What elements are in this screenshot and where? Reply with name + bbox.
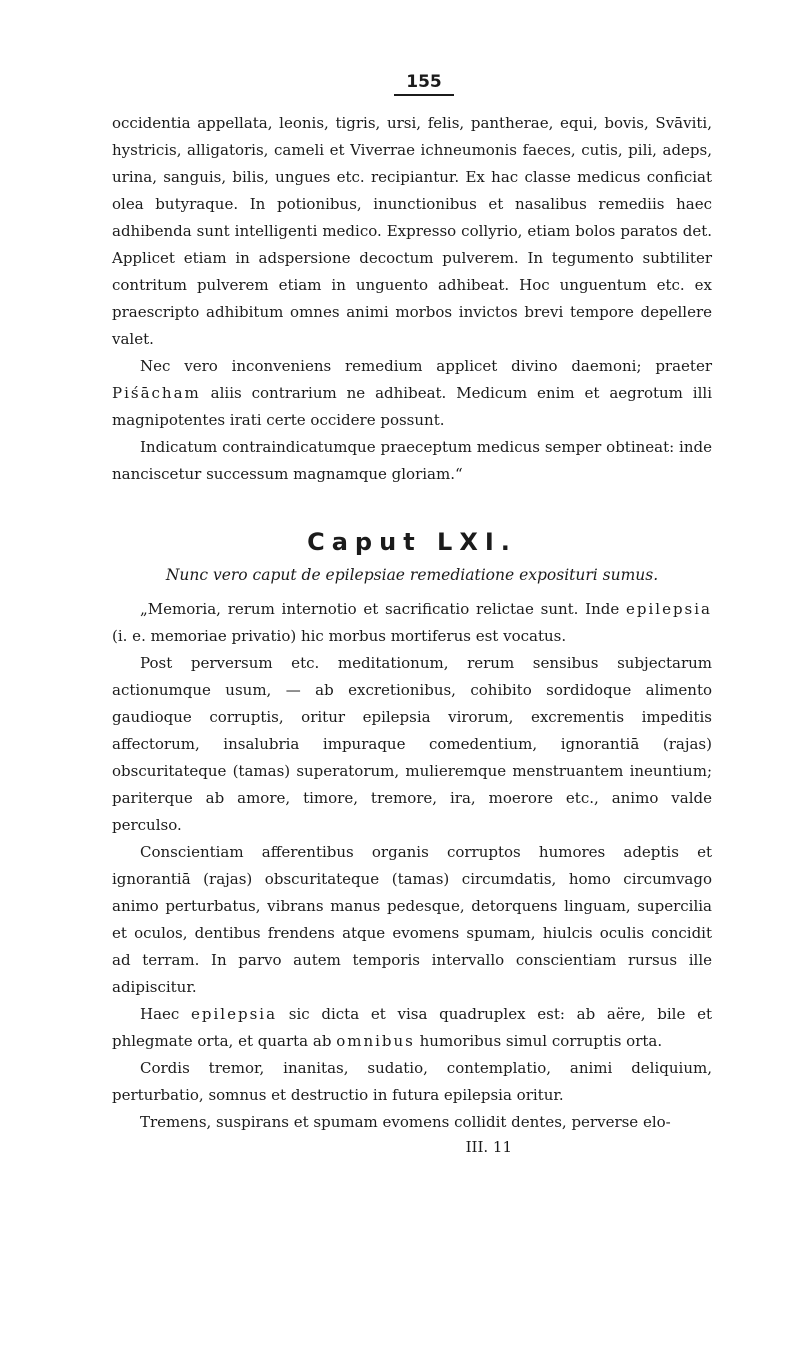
printer-signature: III. 11 xyxy=(465,1138,512,1156)
paragraph-indicatum: Indicatum contraindicatumque praeceptum medicus semper obtineat: inde nanciscetur successum magnamque gloriam.“ xyxy=(112,438,712,483)
paragraph-daemon-end: aliis contrarium ne adhibeat. Medicum enim et aegrotum illi magnipotentes irati certe occidere possunt. xyxy=(112,384,712,429)
paragraph-tremens: Tremens, suspirans et spumam evomens collidit dentes, perverse elo- xyxy=(140,1113,671,1131)
book-page xyxy=(112,72,712,1158)
text-block-chapter xyxy=(112,596,712,1136)
word-pisacham: Piśācham xyxy=(112,384,201,402)
paragraph-memoria-start: „Memoria, rerum internotio et sacrificatio relictae sunt. Inde xyxy=(140,600,626,618)
paragraph-post-perversum: Post perversum etc. meditationum, rerum sensibus subjectarum actionumque usum, — ab excretionibus, cohibito sordidoque alimento gaudioque corruptis, oritur epilepsia virorum, excrementis impeditis affectorum, insalubria impuraque comedentium, ignorantiā (rajas) obscuritateque (tamas) superatorum, mulieremque menstruantem ineuntium; pariterque ab amore, timore, tremore, ira, moerore etc., animo valde perculso. xyxy=(112,654,712,834)
paragraph-haec-a: Haec xyxy=(140,1005,192,1023)
paragraph-memoria xyxy=(112,596,712,650)
paragraph-haec-epilepsia xyxy=(112,1001,712,1055)
word-omnibus: omnibus xyxy=(336,1032,415,1050)
word-epilepsia: epilepsia xyxy=(626,600,712,618)
page-number: 155 xyxy=(406,72,442,92)
text-block-before-chapter xyxy=(112,110,712,488)
paragraph-haec-b: sic dicta et visa quadruplex est: ab aëre, bile et phlegmate orta, et quarta ab xyxy=(112,1005,712,1050)
header-rule xyxy=(394,94,454,96)
chapter-title: Caput LXI. xyxy=(307,528,517,556)
word-epilepsia-2: epilepsia xyxy=(191,1005,278,1023)
paragraph-memoria-end: (i. e. memoriae privatio) hic morbus mortiferus est vocatus. xyxy=(112,627,567,645)
paragraph-daemon-start: Nec vero inconveniens remedium applicet divino daemoni; praeter xyxy=(140,357,712,375)
chapter-subtitle: Nunc vero caput de epilepsiae remediatione exposituri sumus. xyxy=(165,566,659,584)
paragraph-daemon xyxy=(112,353,712,434)
paragraph-conscientiam: Conscientiam afferentibus organis corruptos humores adeptis et ignorantiā (rajas) obscuritateque (tamas) circumdatis, homo circumvago animo perturbatus, vibrans manus pedesque, detorquens linguam, supercilia et oculos, dentibus frendens atque evomens spumam, hiulcis oculis concidit ad terram. In parvo autem temporis intervallo conscientiam rursus ille adipiscitur. xyxy=(112,843,712,996)
paragraph-remedies: occidentia appellata, leonis, tigris, ursi, felis, pantherae, equi, bovis, Svāviti, hystricis, alligatoris, cameli et Viverrae ichneumonis faeces, cutis, pili, adeps, urina, sanguis, bilis, ungues etc. recipiantur. Ex hac classe medicus conficiat olea butyraque. In potionibus, inunctionibus et nasalibus remediis haec adhibenda sunt intelligenti medico. Expresso collyrio, etiam bolos paratos det. Applicet etiam in adspersione decoctum pulverem. In tegumento subtiliter contritum pulverem etiam in unguento adhibeat. Hoc unguentum etc. ex praescripto adhibitum omnes animi morbos invictos brevi tempore depellere valet. xyxy=(112,114,712,348)
paragraph-haec-c: humoribus simul corruptis orta. xyxy=(414,1032,663,1050)
paragraph-cordis: Cordis tremor, inanitas, sudatio, contemplatio, animi deliquium, perturbatio, somnus et destructio in futura epilepsia oritur. xyxy=(112,1059,712,1104)
